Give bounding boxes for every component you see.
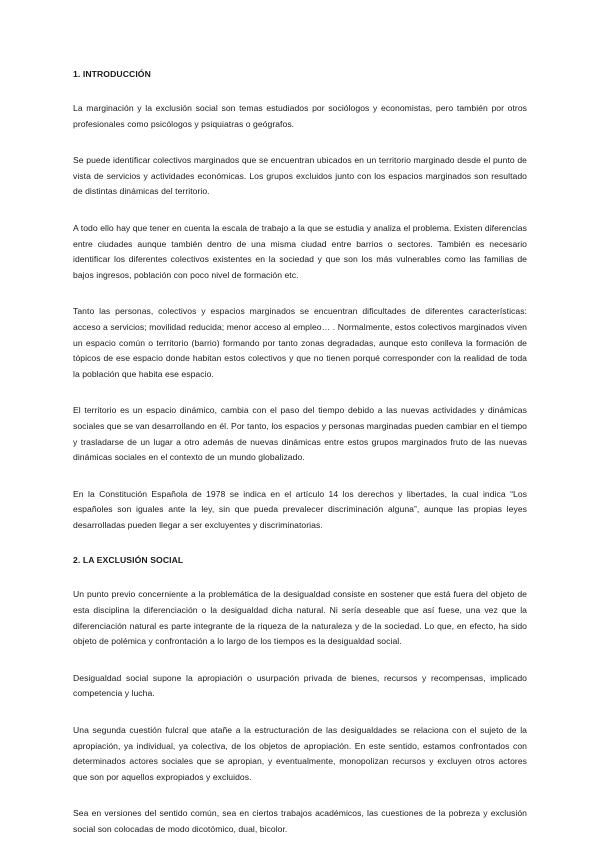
paragraph: Sea en versiones del sentido común, sea en ciertos trabajos académicos, las cuestiones de la pobreza y exclusión social son colocadas de modo dicotómico, dual, bicolor. [73, 808, 527, 834]
paragraph: Desigualdad social supone la apropiación o usurpación privada de bienes, recursos y recompensas, implicado competencia y lucha. [73, 672, 527, 699]
section-heading-introduccion: 1. INTRODUCCIÓN [73, 69, 151, 79]
paragraph: Se puede identificar colectivos marginados que se encuentran ubicados en un territorio marginado desde el punto de vista de servicios y actividades económicas. Los grupos excluidos junto con los espacios marginados son resultado de distintas dinámicas del territorio. [73, 155, 527, 197]
paragraph: Una segunda cuestión fulcral que atañe a la estructuración de las desigualdades se relaciona con el sujeto de la apropiación, ya individual, ya colectiva, de los objetos de apropiación. En este sentido, estamos confrontados con determinados actores sociales que se apropian, y eventualmente, monopolizan recursos y excluyen otros actores que son por aquellos expropiados y excluidos. [73, 725, 527, 782]
paragraph: El territorio es un espacio dinámico, cambia con el paso del tiempo debido a las nuevas actividades y dinámicas sociales que se van desarrollando en él. Por tanto, los espacios y personas marginadas pueden cambiar en el tiempo y trasladarse de un lugar a otro además de nuevas dinámicas entre estos grupos marginados fruto de las nuevas dinámicas sociales en el contexto de un mundo globalizado. [73, 405, 527, 463]
paragraph: La marginación y la exclusión social son temas estudiados por sociólogos y economistas, pero también por otros profesionales como psicólogos y psiquiatras o geógrafos. [73, 103, 527, 129]
paragraph: A todo ello hay que tener en cuenta la escala de trabajo a la que se estudia y analiza el problema. Existen diferencias entre ciudades aunque también dentro de una misma ciudad entre barrios o sectores. También es necesario identificar los diferentes colectivos existentes en la sociedad y que son los más vulnerables como las familias de bajos ingresos, población con poco nivel de formación etc. [73, 222, 527, 280]
paragraph: Un punto previo concerniente a la problemática de la desigualdad consiste en sostener que está fuera del objeto de esta disciplina la diferenciación o la desigualdad dicha natural. Ni sería deseable que así fuese, una vez que la diferenciación natural es parte integrante de la riqueza de la naturaleza y de la sociedad. Lo que, en efecto, ha sido objeto de polémica y confrontación a lo largo de los tiempos es la desigualdad social. [73, 589, 527, 647]
paragraph: En la Constitución Española de 1978 se indica en el artículo 14 los derechos y libertades, la cual indica “Los españoles son iguales ante la ley, sin que pueda prevalecer discriminación alguna”, aunque las propias leyes desarrolladas pueden llegar a ser excluyentes y discriminatorias. [73, 488, 527, 530]
paragraph: Tanto las personas, colectivos y espacios marginados se encuentran dificultades de diferentes características: acceso a servicios; movilidad reducida; menor acceso al empleo… . Normalmente, estos colectivos marginados viven un espacio común o territorio (barrio) formando por tanto zonas degradadas, aunque esto conlleva la formación de tópicos de ese espacio donde habitan estos colectivos y que no tienen porqué corresponder con la realidad de toda la población que habita ese espacio. [73, 306, 527, 379]
section-heading-exclusion-social: 2. LA EXCLUSIÓN SOCIAL [73, 555, 184, 566]
